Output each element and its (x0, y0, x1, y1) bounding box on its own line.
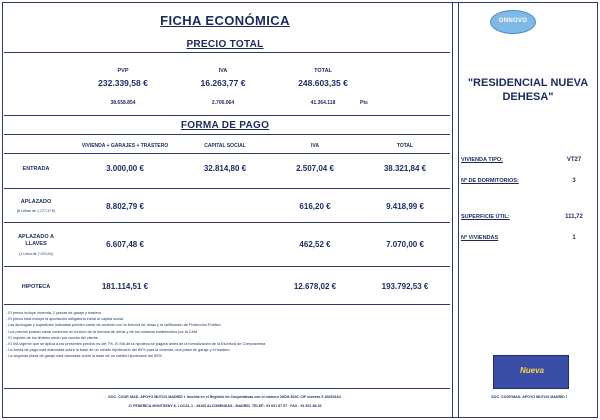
cell-vivienda: 181.114,51 € (101, 282, 149, 291)
pesetas-unit: Pts (360, 100, 368, 106)
note-item: - Las tipologías y superficies indicadas pueden variar de acuerdo con la licencia de obras y la calificación de Protección Pública (6, 323, 221, 328)
row-note-aplazado-llaves: (1 Letra de 7.070,00) (19, 252, 53, 256)
superficie-value: 111,72 (565, 214, 583, 220)
onnovo-logo: ONNOVO (490, 10, 536, 34)
note-item: - El precio incluye vivienda, 2 plazas de garaje y trastero. (6, 311, 103, 315)
num-viviendas-value: 1 (572, 235, 576, 241)
dormitorios-label: Nº DE DORMITORIOS: (461, 178, 519, 184)
row-label-hipoteca: HIPOTECA (21, 284, 51, 290)
dormitorios-value: 3 (572, 178, 576, 184)
total-label: TOTAL (314, 68, 332, 74)
vivienda-tipo-label: VIVIENDA TIPO: (461, 157, 503, 163)
column-header-total: TOTAL (396, 143, 414, 149)
divider (4, 115, 450, 116)
page-title: FICHA ECONÓMICA (160, 13, 290, 28)
cell-iva: 2.507,04 € (296, 164, 334, 173)
divider (4, 153, 450, 154)
pvp-pesetas: 38.658.854 (110, 100, 136, 106)
cell-total: 38.321,84 € (383, 164, 427, 173)
row-label-entrada: ENTRADA (22, 166, 50, 172)
total-pesetas: 41.364.118 (310, 100, 336, 106)
footer-registry: SOC. COOP. MAD. APOYO MUTUO MADRID I. Inscrita en el Registro de Cooperativas con el número 28CM 3026. CIF número F-83263162. (108, 395, 342, 399)
divider (4, 222, 450, 223)
column-header-iva: IVA (311, 143, 319, 149)
coop-logo (493, 355, 569, 389)
note-item: - La segunda plaza de garaje está calculada sobre la base de un crédito hipotecario del 80% (6, 354, 162, 359)
column-divider (452, 2, 453, 418)
coop-logo-text: Nueva (519, 366, 544, 375)
vivienda-tipo-value: VT27 (566, 157, 582, 163)
superficie-label: SUPERFICIE ÚTIL: (461, 214, 510, 220)
divider (4, 188, 450, 189)
cell-iva: 12.678,02 € (293, 282, 337, 291)
column-header-vivienda: VIVIENDA + GARAJES + TRASTERO (81, 143, 169, 149)
iva-value: 16.263,77 € (200, 78, 246, 88)
precio-total-heading: PRECIO TOTAL (186, 39, 264, 50)
divider (4, 52, 450, 53)
row-label-aplazado-llaves: APLAZADO A LLAVES (18, 234, 54, 247)
column-divider-inner (458, 2, 459, 418)
forma-pago-heading: FORMA DE PAGO (180, 120, 270, 131)
cell-total: 193.792,53 € (381, 282, 429, 291)
note-item: - El IVA vigente que se aplica a los presentes precios es del 7%. El IVA de la hipoteca se pagará antes de la formalización de la Escritura de Compraventa (6, 342, 266, 347)
note-item: - El importe de los timbres serán por cuenta del cliente (6, 335, 98, 340)
note-item: - El precio total incluye la aportación obligatoria inicial al capital social. (6, 317, 124, 322)
row-note-aplazado: (8 Letras de 1.177,37 €) (16, 209, 56, 213)
divider (4, 134, 450, 135)
project-name: "RESIDENCIAL NUEVA DEHESA" (467, 77, 589, 103)
num-viviendas-label: Nº VIVIENDAS (461, 235, 499, 241)
cell-vivienda: 8.802,79 € (106, 202, 144, 211)
divider (4, 388, 450, 389)
cell-iva: 616,20 € (299, 202, 331, 211)
sidebar-footer: SOC. COOP.MAD. APOYO MUTUO MADRID I (491, 395, 567, 399)
total-value: 248.603,35 € (298, 78, 348, 88)
cell-vivienda: 6.607,48 € (106, 240, 144, 249)
cell-total: 9.418,99 € (386, 202, 424, 211)
note-item: - La forma de pago está elaborada sobre la base de un crédito hipotecario del 80% para la vivienda, una plaza de garaje y el trastero. (6, 348, 231, 353)
divider (4, 304, 450, 305)
cell-total: 7.070,00 € (386, 240, 424, 249)
cell-vivienda: 3.000,00 € (106, 164, 144, 173)
iva-label: IVA (218, 68, 228, 74)
pvp-value: 232.339,58 € (98, 78, 148, 88)
row-label-aplazado: APLAZADO (20, 199, 52, 205)
note-item: - Los precios podrán variar conforme en función de la licencia de obras y de los módulos establecidos por la CAM (6, 329, 198, 334)
iva-pesetas: 2.706.064 (211, 100, 235, 106)
footer-address: C/ FEDERICA MONTSENY 8. LOCAL 1 · 28100 ALCOBENDAS - MADRID. TELEF.: 91 661 57 57 · FAX : 91 661 88 26 (128, 404, 322, 408)
cell-capital: 32.814,80 € (203, 164, 247, 173)
pvp-label: PVP (117, 68, 129, 74)
divider (4, 266, 450, 267)
cell-iva: 462,52 € (299, 240, 331, 249)
column-header-capital: CAPITAL SOCIAL (204, 143, 246, 149)
notes-list (6, 310, 446, 360)
